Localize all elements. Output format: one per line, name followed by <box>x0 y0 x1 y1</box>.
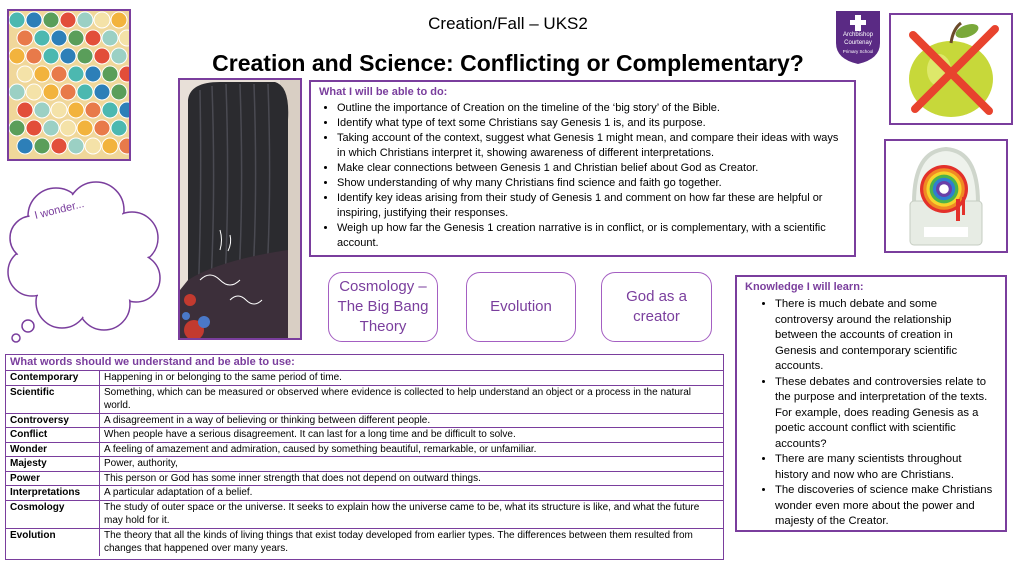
vocab-definition: This person or God has some inner strength that does not depend on outward things. <box>100 471 724 486</box>
topic-god-as-creator: God as a creator <box>601 272 712 342</box>
school-logo <box>834 9 882 65</box>
knowledge-heading: Knowledge I will learn: <box>745 281 864 293</box>
table-row <box>6 471 723 486</box>
outcome-item: • Make clear connections between Genesis 1 and Christian belief about God as Creator. <box>337 161 846 176</box>
vocab-term: Power <box>6 471 100 486</box>
knowledge-item: • The discoveries of science make Christians wonder even more about the power and majesty of the Creator. <box>775 483 997 530</box>
centre-artwork <box>178 78 302 340</box>
vocab-definition: Happening in or belonging to the same period of time. <box>100 371 724 386</box>
vocab-definition: Power, authority, <box>100 457 724 472</box>
apple-fork-image <box>889 13 1013 125</box>
knowledge-item: • There is much debate and some controversy around the relationship between the accounts of creation in Genesis and contemporary scientific accounts. <box>775 297 997 375</box>
topic-cosmology: Cosmology – The Big Bang Theory <box>328 272 438 342</box>
vocab-definition: The theory that all the kinds of living things that exist today developed from earlier types. The differences between them resulted from changes that happened over many years. <box>100 528 724 556</box>
vocabulary-table <box>5 354 724 560</box>
vocab-term: Evolution <box>6 528 100 556</box>
vocab-definition: A particular adaptation of a belief. <box>100 486 724 501</box>
vocab-definition: A disagreement in a way of believing or thinking between different people. <box>100 413 724 428</box>
wonder-cloud <box>4 176 164 346</box>
wonder-text: I wonder... <box>33 198 86 222</box>
outcome-item: • Weigh up how far the Genesis 1 creation narrative is in conflict, or is complementary, with a scientific account. <box>337 221 846 251</box>
table-row <box>6 486 723 501</box>
outcome-item: • Identify key ideas arising from their study of Genesis 1 and comment on how far these are helpful or inspiring, justifying their responses. <box>337 191 846 221</box>
vocab-definition: The study of outer space or the universe. It seeks to explain how the universe came to be, what its structure is like, and what the future may hold for it. <box>100 500 724 528</box>
outcomes-box <box>309 80 856 257</box>
table-row <box>6 442 723 457</box>
table-row <box>6 500 723 528</box>
knowledge-item: • These debates and controversies relate to the purpose and interpretation of the texts. For example, does reading Genesis as a poetic account conflict with scientific accounts? <box>775 375 997 453</box>
outcome-item: • Identify what type of text some Christians say Genesis 1 is, and its purpose. <box>337 116 846 131</box>
vocab-definition: When people have a serious disagreement. It can last for a long time and be difficult to solve. <box>100 428 724 443</box>
vocab-term: Controversy <box>6 413 100 428</box>
knowledge-box <box>735 275 1007 532</box>
vocab-term: Scientific <box>6 385 100 413</box>
vocab-term: Conflict <box>6 428 100 443</box>
outcomes-list <box>319 101 846 251</box>
knowledge-list <box>745 297 997 530</box>
table-row <box>6 457 723 472</box>
outcome-item: • Taking account of the context, suggest what Genesis 1 might mean, and compare their ideas with ways in which Christians interpret it, showing awareness of different interpretations. <box>337 131 846 161</box>
outcome-item: • Show understanding of why many Christians find science and faith go together. <box>337 176 846 191</box>
table-row <box>6 413 723 428</box>
knowledge-item: • There are many scientists throughout history and now who are Christians. <box>775 452 997 483</box>
table-row <box>6 428 723 443</box>
vocab-definition: Something, which can be measured or observed where evidence is collected to help understand an object or a process in the natural world. <box>100 385 724 413</box>
page-subtitle: Creation/Fall – UKS2 <box>428 14 588 33</box>
outcomes-heading: What I will be able to do: <box>319 86 448 98</box>
vocab-term: Cosmology <box>6 500 100 528</box>
school-logo-text-2: Courtenay <box>844 40 872 46</box>
rainbow-creation-image <box>884 139 1008 253</box>
outcome-item: • Outline the importance of Creation on the timeline of the ‘big story’ of the Bible. <box>337 101 846 116</box>
vocab-term: Contemporary <box>6 371 100 386</box>
table-row <box>6 528 723 556</box>
mosaic-artwork <box>7 9 131 161</box>
page-title: Creation and Science: Conflicting or Complementary? <box>212 50 804 76</box>
school-logo-text-3: Primary School <box>842 49 874 54</box>
table-row <box>6 371 723 386</box>
vocab-definition: A feeling of amazement and admiration, caused by something beautiful, remarkable, or unfamiliar. <box>100 442 724 457</box>
topic-evolution: Evolution <box>466 272 576 342</box>
vocab-term: Wonder <box>6 442 100 457</box>
vocab-term: Interpretations <box>6 486 100 501</box>
vocab-term: Majesty <box>6 457 100 472</box>
school-logo-text-1: Archbishop <box>842 32 874 38</box>
vocabulary-heading: What words should we understand and be able to use: <box>10 356 295 368</box>
table-row <box>6 385 723 413</box>
